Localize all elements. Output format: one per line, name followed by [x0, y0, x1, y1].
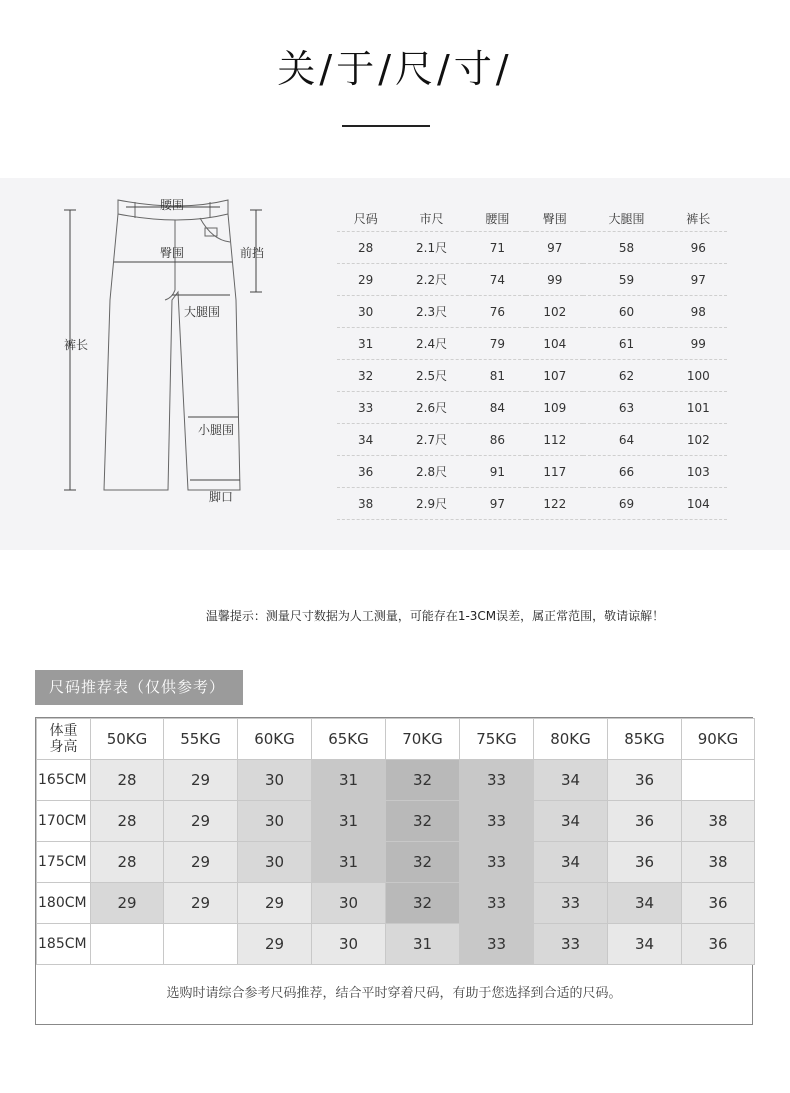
table-cell: 96	[670, 232, 727, 264]
table-cell: 81	[469, 360, 526, 392]
weight-65: 65KG	[312, 719, 386, 760]
recommend-row	[37, 760, 755, 801]
col-length: 裤长	[670, 205, 727, 232]
table-cell: 107	[526, 360, 583, 392]
table-cell: 38	[337, 488, 394, 520]
table-cell: 102	[670, 424, 727, 456]
table-cell: 33	[337, 392, 394, 424]
table-cell: 84	[469, 392, 526, 424]
size-cell: 31	[312, 842, 386, 883]
table-cell: 58	[583, 232, 669, 264]
size-cell: 28	[91, 842, 164, 883]
size-cell: 29	[91, 883, 164, 924]
recommend-table	[36, 718, 755, 965]
table-cell: 2.1尺	[394, 232, 468, 264]
height-cell: 165CM	[37, 760, 91, 801]
col-waist: 腰围	[469, 205, 526, 232]
weight-55: 55KG	[164, 719, 238, 760]
table-cell: 74	[469, 264, 526, 296]
table-cell: 97	[526, 232, 583, 264]
table-cell: 2.6尺	[394, 392, 468, 424]
label-hip: 臀围	[160, 246, 185, 260]
size-cell: 33	[460, 801, 534, 842]
recommend-row	[37, 924, 755, 965]
table-cell: 102	[526, 296, 583, 328]
size-cell: 28	[91, 760, 164, 801]
size-cell: 38	[682, 842, 755, 883]
col-hip: 臀围	[526, 205, 583, 232]
size-cell: 28	[91, 801, 164, 842]
table-cell: 98	[670, 296, 727, 328]
table-cell: 2.7尺	[394, 424, 468, 456]
table-row	[337, 424, 727, 456]
table-cell: 31	[337, 328, 394, 360]
table-cell: 91	[469, 456, 526, 488]
table-cell: 109	[526, 392, 583, 424]
table-cell: 2.2尺	[394, 264, 468, 296]
size-cell: 36	[608, 801, 682, 842]
height-cell: 170CM	[37, 801, 91, 842]
size-cell: 29	[164, 760, 238, 801]
size-cell: 36	[682, 924, 755, 965]
table-cell: 103	[670, 456, 727, 488]
table-cell: 112	[526, 424, 583, 456]
label-hem: 脚口	[209, 490, 234, 504]
table-cell: 117	[526, 456, 583, 488]
size-cell: 33	[460, 842, 534, 883]
size-cell: 34	[608, 883, 682, 924]
table-cell: 99	[670, 328, 727, 360]
table-cell: 60	[583, 296, 669, 328]
size-cell: 36	[608, 760, 682, 801]
size-cell: 33	[534, 924, 608, 965]
label-length: 裤长	[64, 338, 89, 352]
table-cell: 71	[469, 232, 526, 264]
size-cell: 30	[238, 760, 312, 801]
size-cell: 38	[682, 801, 755, 842]
title-underline	[342, 125, 430, 127]
table-cell: 2.9尺	[394, 488, 468, 520]
table-cell: 79	[469, 328, 526, 360]
recommend-row	[37, 883, 755, 924]
col-size: 尺码	[337, 205, 394, 232]
size-cell: 30	[238, 842, 312, 883]
size-cell	[164, 924, 238, 965]
table-row	[337, 392, 727, 424]
size-cell: 33	[534, 883, 608, 924]
table-cell: 97	[670, 264, 727, 296]
table-cell: 28	[337, 232, 394, 264]
table-cell: 36	[337, 456, 394, 488]
size-cell: 29	[164, 842, 238, 883]
size-cell: 32	[386, 760, 460, 801]
weight-70: 70KG	[386, 719, 460, 760]
table-cell: 2.8尺	[394, 456, 468, 488]
size-cell: 34	[534, 801, 608, 842]
weight-85: 85KG	[608, 719, 682, 760]
size-cell: 33	[460, 924, 534, 965]
size-cell: 32	[386, 801, 460, 842]
table-cell: 29	[337, 264, 394, 296]
size-cell: 31	[312, 801, 386, 842]
table-cell: 62	[583, 360, 669, 392]
size-cell: 33	[460, 883, 534, 924]
size-cell: 34	[534, 760, 608, 801]
size-table	[337, 205, 727, 520]
table-cell: 59	[583, 264, 669, 296]
table-cell: 34	[337, 424, 394, 456]
table-row	[337, 488, 727, 520]
table-cell: 97	[469, 488, 526, 520]
size-cell: 29	[238, 883, 312, 924]
table-row	[337, 456, 727, 488]
col-thigh: 大腿围	[583, 205, 669, 232]
weight-90: 90KG	[682, 719, 755, 760]
size-cell: 33	[460, 760, 534, 801]
page-title: 关/于/尺/寸/	[277, 47, 513, 91]
table-row	[337, 296, 727, 328]
size-table-header	[337, 205, 727, 232]
recommend-header: 尺码推荐表（仅供参考）	[35, 670, 243, 705]
size-cell: 32	[386, 842, 460, 883]
size-cell: 29	[164, 883, 238, 924]
table-cell: 100	[670, 360, 727, 392]
col-chi: 市尺	[394, 205, 468, 232]
weight-60: 60KG	[238, 719, 312, 760]
label-waist: 腰围	[160, 198, 185, 212]
table-cell: 30	[337, 296, 394, 328]
corner-cell	[37, 719, 91, 760]
size-cell: 30	[312, 883, 386, 924]
size-cell: 34	[608, 924, 682, 965]
table-cell: 61	[583, 328, 669, 360]
weight-75: 75KG	[460, 719, 534, 760]
table-cell: 64	[583, 424, 669, 456]
table-row	[337, 232, 727, 264]
size-cell: 30	[312, 924, 386, 965]
size-cell: 36	[608, 842, 682, 883]
table-row	[337, 360, 727, 392]
table-cell: 66	[583, 456, 669, 488]
weight-50: 50KG	[91, 719, 164, 760]
height-cell: 175CM	[37, 842, 91, 883]
table-cell: 76	[469, 296, 526, 328]
label-calf: 小腿围	[198, 423, 235, 437]
corner-height: 身高	[49, 739, 78, 755]
weight-80: 80KG	[534, 719, 608, 760]
height-cell: 185CM	[37, 924, 91, 965]
size-cell: 31	[312, 760, 386, 801]
label-rise: 前挡	[240, 246, 265, 260]
table-cell: 99	[526, 264, 583, 296]
table-row	[337, 328, 727, 360]
size-cell	[682, 760, 755, 801]
table-cell: 2.4尺	[394, 328, 468, 360]
table-cell: 2.3尺	[394, 296, 468, 328]
recommend-header-row	[37, 719, 755, 760]
size-cell: 29	[164, 801, 238, 842]
size-cell: 34	[534, 842, 608, 883]
size-cell: 31	[386, 924, 460, 965]
size-cell: 30	[238, 801, 312, 842]
table-cell: 32	[337, 360, 394, 392]
size-cell: 36	[682, 883, 755, 924]
recommend-row	[37, 801, 755, 842]
size-cell: 29	[238, 924, 312, 965]
table-cell: 63	[583, 392, 669, 424]
height-cell: 180CM	[37, 883, 91, 924]
table-cell: 101	[670, 392, 727, 424]
table-cell: 86	[469, 424, 526, 456]
table-cell: 104	[526, 328, 583, 360]
size-cell: 32	[386, 883, 460, 924]
label-thigh: 大腿围	[184, 305, 221, 319]
recommend-footer: 选购时请综合参考尺码推荐，结合平时穿着尺码，有助于您选择到合适的尺码。	[166, 986, 622, 1001]
table-cell: 69	[583, 488, 669, 520]
table-cell: 104	[670, 488, 727, 520]
corner-weight: 体重	[49, 723, 78, 739]
table-row	[337, 264, 727, 296]
table-cell: 122	[526, 488, 583, 520]
size-cell	[91, 924, 164, 965]
recommend-row	[37, 842, 755, 883]
table-cell: 2.5尺	[394, 360, 468, 392]
measurement-notice: 温馨提示：测量尺寸数据为人工测量，可能存在1-3CM误差，属正常范围，敬请谅解！	[205, 609, 665, 623]
